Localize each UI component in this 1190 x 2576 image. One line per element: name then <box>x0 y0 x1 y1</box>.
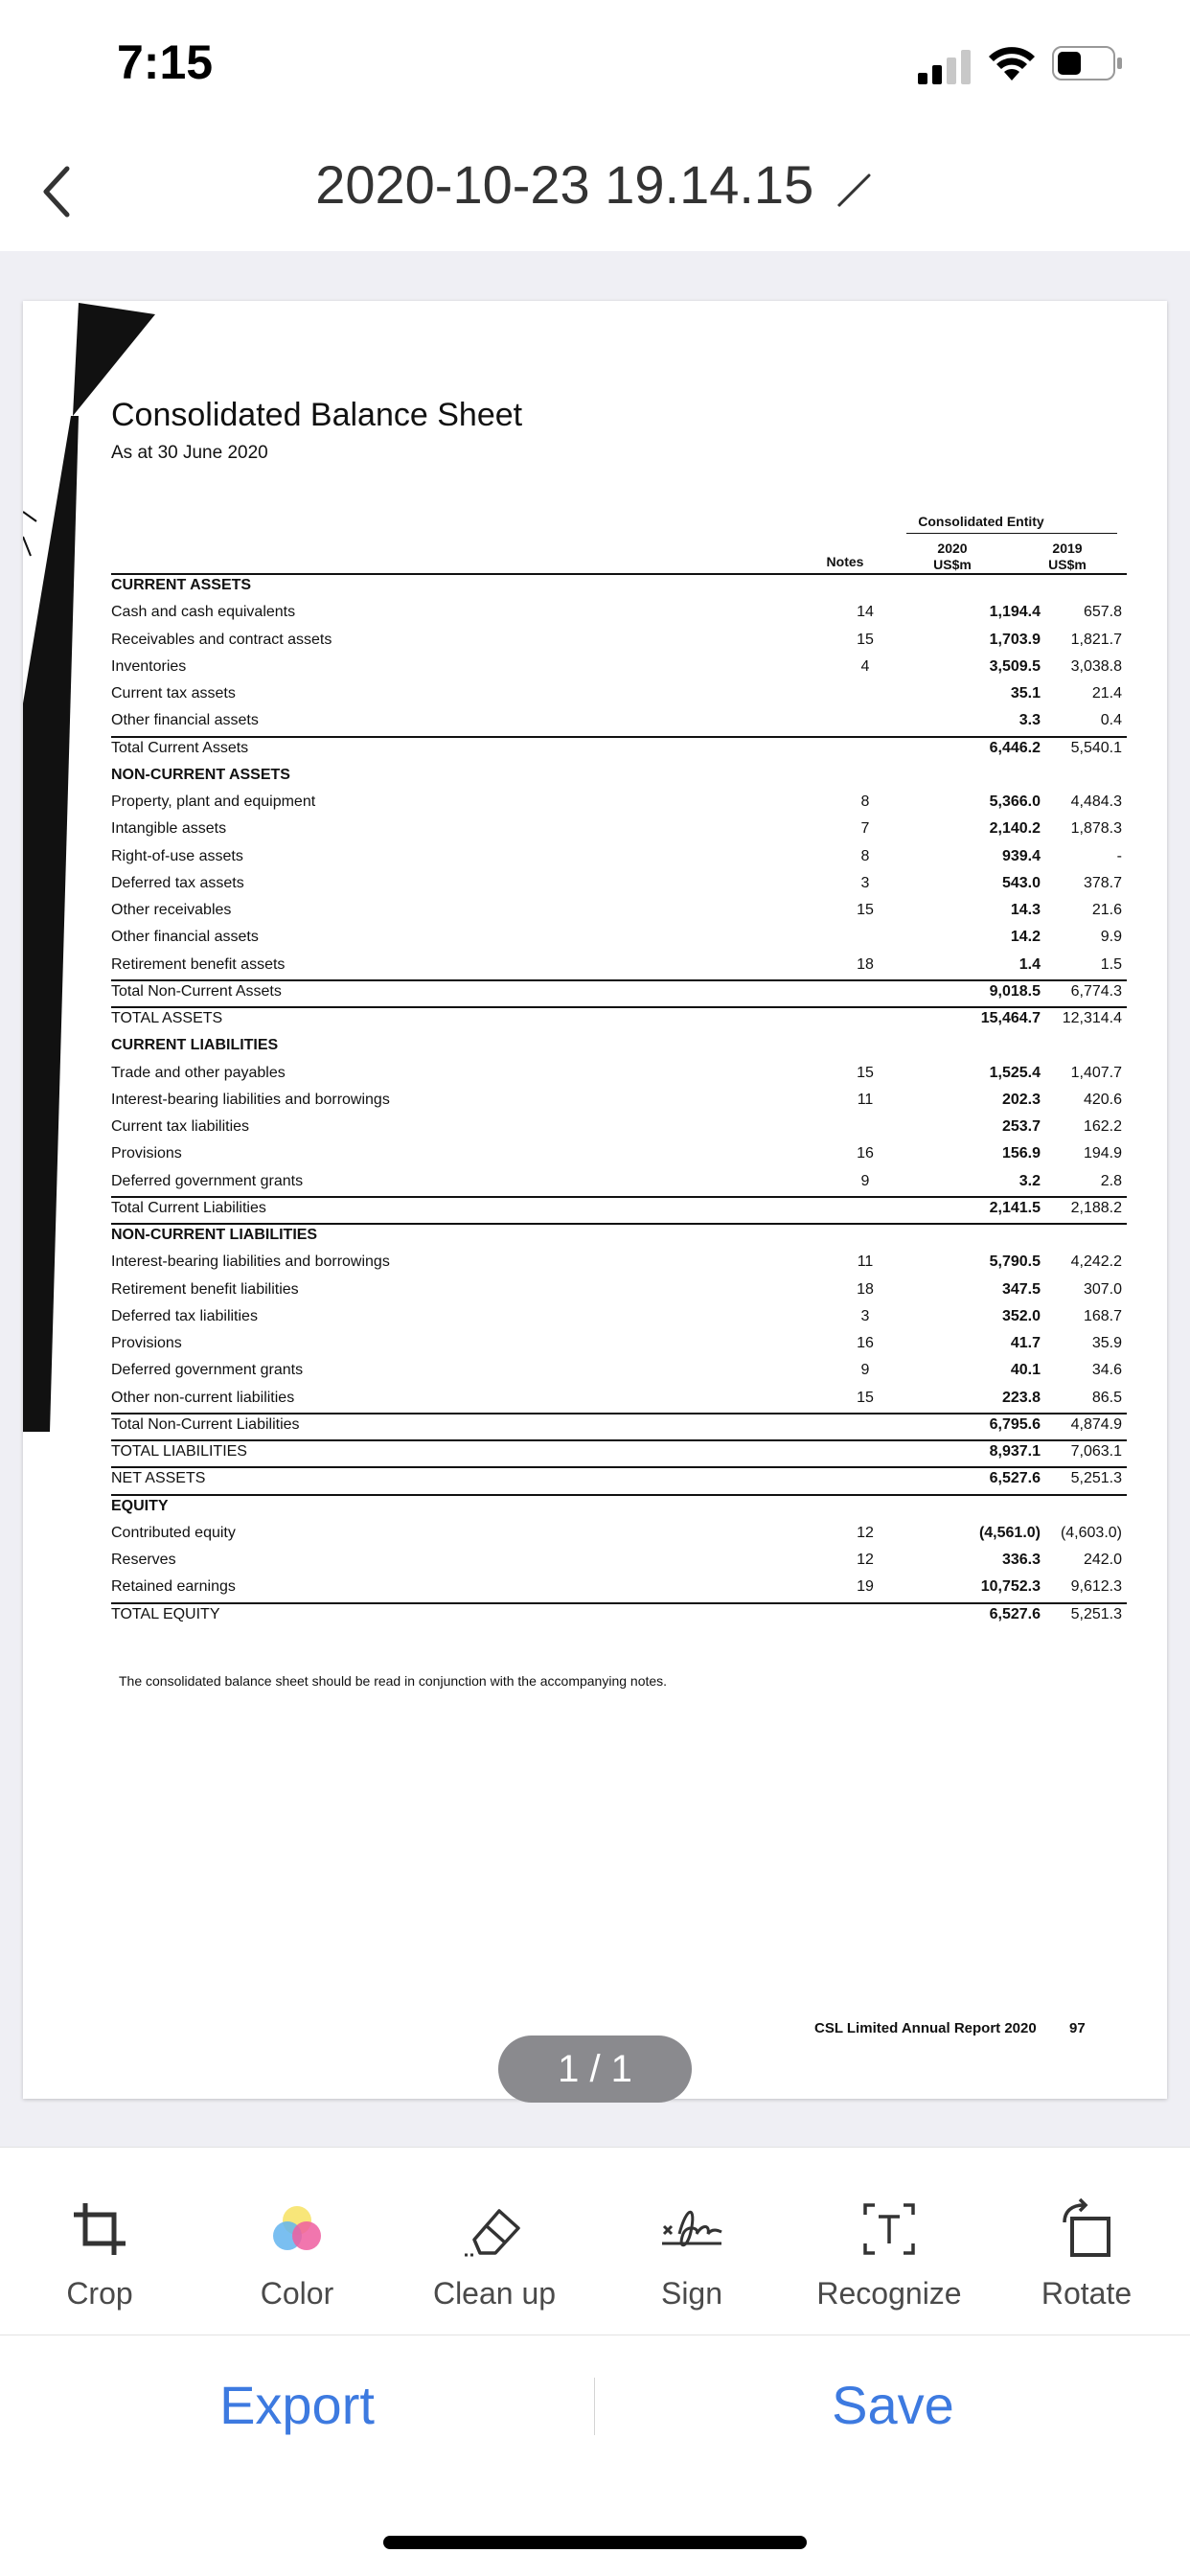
balance-sheet-footnote: The consolidated balance sheet should be read in conjunction with the accompanying notes. <box>119 1673 668 1689</box>
table-row <box>111 875 1127 902</box>
row-value-2019: 35.9 <box>1091 1335 1122 1351</box>
row-value-2020: 253.7 <box>1001 1118 1041 1135</box>
table-rule <box>111 1006 1127 1008</box>
row-value-2020: 40.1 <box>1010 1362 1041 1379</box>
row-note: 15 <box>857 1389 874 1406</box>
row-note: 14 <box>857 604 874 621</box>
crop-label: Crop <box>66 2276 133 2311</box>
row-value-2020: 1,703.9 <box>989 631 1041 648</box>
table-row <box>111 685 1127 712</box>
row-label: Current tax assets <box>111 685 236 702</box>
row-value-2020: 223.8 <box>1001 1389 1041 1406</box>
row-note: 19 <box>857 1578 874 1596</box>
balance-sheet-heading: Consolidated Balance Sheet <box>111 397 523 433</box>
row-label: Deferred government grants <box>111 1172 304 1189</box>
table-row <box>111 1281 1127 1308</box>
document-viewport[interactable] <box>0 251 1190 2147</box>
page-indicator: 1 / 1 <box>498 2036 692 2103</box>
row-value-2020: 15,464.7 <box>980 1010 1041 1026</box>
document-title[interactable] <box>0 153 1190 216</box>
row-value-2019: 21.4 <box>1091 685 1122 702</box>
row-value-2019: 657.8 <box>1083 604 1122 621</box>
table-row <box>111 577 1127 604</box>
row-note: 12 <box>857 1552 874 1568</box>
row-value-2020: 6,527.6 <box>989 1605 1041 1622</box>
row-note: 18 <box>857 955 874 973</box>
row-value-2020: 3,509.5 <box>989 657 1041 675</box>
row-label: Other receivables <box>111 902 232 918</box>
row-label: NON-CURRENT LIABILITIES <box>111 1227 318 1243</box>
row-value-2019: 194.9 <box>1083 1145 1122 1162</box>
row-value-2019: 12,314.4 <box>1062 1010 1122 1026</box>
table-rule <box>111 979 1127 981</box>
row-label: Deferred tax assets <box>111 874 244 891</box>
recognize-button[interactable] <box>793 2196 985 2320</box>
row-value-2019: 2.8 <box>1100 1172 1122 1189</box>
table-row <box>111 658 1127 685</box>
row-label: Cash and cash equivalents <box>111 604 296 621</box>
row-note: 7 <box>860 820 870 838</box>
table-rule <box>111 736 1127 738</box>
table-row <box>111 1362 1127 1389</box>
row-value-2020: 156.9 <box>1001 1145 1041 1162</box>
table-rule <box>111 1413 1127 1414</box>
row-value-2020: 336.3 <box>1001 1552 1041 1568</box>
action-bar <box>0 2334 1190 2479</box>
row-label: Total Non-Current Assets <box>111 982 282 1000</box>
row-value-2020: 5,790.5 <box>989 1254 1041 1271</box>
row-value-2019: 21.6 <box>1091 902 1122 918</box>
row-label: Total Current Liabilities <box>111 1199 266 1216</box>
year-2020-label: 2020 <box>937 540 968 556</box>
clean-up-button[interactable] <box>399 2196 590 2320</box>
row-value-2019: 0.4 <box>1100 712 1122 729</box>
row-value-2019: 4,484.3 <box>1070 794 1122 810</box>
row-value-2019: 5,540.1 <box>1070 739 1122 756</box>
row-note: 4 <box>860 657 870 675</box>
row-label: Deferred tax liabilities <box>111 1307 258 1324</box>
year-2019-label: 2019 <box>1052 540 1083 556</box>
row-value-2019: 242.0 <box>1083 1552 1122 1568</box>
table-row <box>111 1145 1127 1172</box>
sign-label: Sign <box>660 2276 723 2311</box>
row-label: Other non-current liabilities <box>111 1389 295 1406</box>
row-value-2019: 1,821.7 <box>1070 631 1122 648</box>
row-label: Property, plant and equipment <box>111 794 316 810</box>
row-value-2019: - <box>1116 847 1122 864</box>
row-note: 9 <box>860 1172 870 1189</box>
row-value-2020: 202.3 <box>1001 1091 1041 1108</box>
row-label: Reserves <box>111 1552 176 1568</box>
navigation-bar <box>0 125 1190 252</box>
cellular-signal-icon <box>918 50 972 84</box>
edit-toolbar <box>0 2147 1190 2335</box>
row-label: Other financial assets <box>111 712 259 729</box>
row-value-2020: 347.5 <box>1001 1280 1041 1298</box>
row-label: Deferred government grants <box>111 1362 304 1379</box>
row-value-2019: 5,251.3 <box>1070 1470 1122 1487</box>
row-label: Right-of-use assets <box>111 847 243 864</box>
row-value-2020: 6,527.6 <box>989 1470 1041 1487</box>
home-indicator[interactable] <box>383 2536 807 2549</box>
row-value-2020: 35.1 <box>1010 685 1041 702</box>
table-row <box>111 902 1127 929</box>
row-label: Provisions <box>111 1145 182 1162</box>
table-row <box>111 1525 1127 1552</box>
row-value-2020: 6,795.6 <box>989 1415 1041 1433</box>
table-row <box>111 820 1127 847</box>
action-divider <box>594 2378 595 2435</box>
row-value-2020: (4,561.0) <box>978 1524 1041 1541</box>
row-label: Provisions <box>111 1335 182 1351</box>
table-row <box>111 1606 1127 1633</box>
header-rule <box>111 573 1127 575</box>
crop-button[interactable] <box>4 2196 195 2320</box>
row-label: Intangible assets <box>111 820 227 838</box>
color-label: Color <box>260 2276 334 2311</box>
row-note: 3 <box>860 1307 870 1324</box>
row-value-2019: (4,603.0) <box>1060 1524 1122 1541</box>
save-button[interactable]: Save <box>832 2375 954 2435</box>
table-row <box>111 794 1127 820</box>
row-label: EQUITY <box>111 1497 169 1514</box>
table-row <box>111 1037 1127 1064</box>
row-note: 12 <box>857 1524 874 1541</box>
table-row <box>111 604 1127 631</box>
text-recognize-icon <box>856 2196 923 2263</box>
row-value-2019: 4,242.2 <box>1070 1254 1122 1271</box>
row-value-2019: 378.7 <box>1083 874 1122 891</box>
row-label: Retirement benefit assets <box>111 955 286 973</box>
row-note: 3 <box>860 874 870 891</box>
row-note: 15 <box>857 1064 874 1081</box>
row-note: 16 <box>857 1145 874 1162</box>
table-row <box>111 929 1127 955</box>
report-page-number: 97 <box>1069 2020 1086 2036</box>
row-value-2019: 420.6 <box>1083 1091 1122 1108</box>
row-note: 18 <box>857 1280 874 1298</box>
year-2020-header <box>914 540 991 573</box>
row-value-2019: 9.9 <box>1100 929 1122 946</box>
row-label: Current tax liabilities <box>111 1118 250 1135</box>
rotate-icon <box>1053 2196 1120 2263</box>
row-label: Retirement benefit liabilities <box>111 1280 299 1298</box>
row-value-2020: 10,752.3 <box>980 1578 1041 1596</box>
row-label: Trade and other payables <box>111 1064 286 1081</box>
table-row <box>111 1118 1127 1145</box>
row-value-2019: 1.5 <box>1100 955 1122 973</box>
row-value-2020: 1.4 <box>1018 955 1041 973</box>
status-bar <box>0 0 1190 125</box>
table-rule <box>111 1494 1127 1496</box>
row-value-2020: 3.3 <box>1018 712 1041 729</box>
table-row <box>111 1065 1127 1092</box>
table-rule <box>111 1602 1127 1604</box>
edit-pencil-icon[interactable] <box>836 170 875 208</box>
row-note: 16 <box>857 1335 874 1351</box>
row-note: 15 <box>857 631 874 648</box>
column-group-header: Consolidated Entity <box>918 514 1044 529</box>
row-value-2019: 1,878.3 <box>1070 820 1122 838</box>
row-label: TOTAL ASSETS <box>111 1010 223 1026</box>
row-note: 8 <box>860 847 870 864</box>
row-label: Other financial assets <box>111 929 259 946</box>
export-button[interactable]: Export <box>219 2375 375 2435</box>
row-value-2020: 8,937.1 <box>989 1443 1041 1460</box>
scanned-page <box>23 301 1167 2099</box>
table-row <box>111 1498 1127 1525</box>
row-value-2019: 6,774.3 <box>1070 982 1122 1000</box>
year-2019-unit: US$m <box>1048 557 1087 572</box>
row-value-2020: 9,018.5 <box>989 982 1041 1000</box>
row-label: NON-CURRENT ASSETS <box>111 766 290 783</box>
table-row <box>111 1010 1127 1037</box>
row-value-2019: 162.2 <box>1083 1118 1122 1135</box>
row-note: 11 <box>857 1254 874 1271</box>
table-row <box>111 1335 1127 1362</box>
crop-icon <box>66 2196 133 2263</box>
row-label: Interest-bearing liabilities and borrowings <box>111 1091 390 1108</box>
row-label: NET ASSETS <box>111 1470 206 1487</box>
row-label: Total Non-Current Liabilities <box>111 1415 300 1433</box>
table-rule <box>111 1439 1127 1441</box>
row-value-2019: 9,612.3 <box>1070 1578 1122 1596</box>
row-value-2019: 3,038.8 <box>1070 657 1122 675</box>
row-value-2019: 7,063.1 <box>1070 1443 1122 1460</box>
row-value-2020: 1,194.4 <box>989 604 1041 621</box>
color-button[interactable] <box>201 2196 393 2320</box>
row-value-2019: 168.7 <box>1083 1307 1122 1324</box>
row-label: Interest-bearing liabilities and borrowings <box>111 1254 390 1271</box>
row-note: 8 <box>860 794 870 810</box>
eraser-icon <box>461 2196 528 2263</box>
row-value-2019: 34.6 <box>1091 1362 1122 1379</box>
table-row <box>111 740 1127 767</box>
row-value-2020: 6,446.2 <box>989 739 1041 756</box>
row-value-2020: 14.2 <box>1010 929 1041 946</box>
row-note: 15 <box>857 902 874 918</box>
row-label: Retained earnings <box>111 1578 236 1596</box>
table-rule <box>111 1223 1127 1225</box>
row-value-2020: 352.0 <box>1001 1307 1041 1324</box>
color-icon <box>263 2196 331 2263</box>
row-value-2020: 3.2 <box>1018 1172 1041 1189</box>
row-label: Contributed equity <box>111 1524 236 1541</box>
row-value-2020: 41.7 <box>1010 1335 1041 1351</box>
row-label: Inventories <box>111 657 187 675</box>
row-value-2020: 14.3 <box>1010 902 1041 918</box>
row-value-2019: 2,188.2 <box>1070 1199 1122 1216</box>
table-row <box>111 1308 1127 1335</box>
sign-button[interactable] <box>596 2196 788 2320</box>
table-row <box>111 848 1127 875</box>
column-group-rule <box>906 533 1117 534</box>
row-value-2019: 307.0 <box>1083 1280 1122 1298</box>
table-rule <box>111 1196 1127 1198</box>
battery-icon <box>1052 46 1123 80</box>
rotate-label: Rotate <box>1041 2276 1133 2311</box>
row-label: Receivables and contract assets <box>111 631 332 648</box>
row-value-2020: 2,141.5 <box>989 1199 1041 1216</box>
status-time: 7:15 <box>117 35 214 89</box>
row-label: TOTAL LIABILITIES <box>111 1443 247 1460</box>
table-row <box>111 1552 1127 1578</box>
row-note: 11 <box>857 1091 874 1108</box>
recognize-label: Recognize <box>816 2276 962 2311</box>
row-label: TOTAL EQUITY <box>111 1605 220 1622</box>
row-value-2020: 1,525.4 <box>989 1064 1041 1081</box>
table-row <box>111 767 1127 794</box>
table-row <box>111 1227 1127 1254</box>
row-value-2020: 2,140.2 <box>989 820 1041 838</box>
row-note: 9 <box>860 1362 870 1379</box>
table-row <box>111 1092 1127 1118</box>
balance-sheet-date: As at 30 June 2020 <box>111 443 268 463</box>
signature-icon <box>658 2196 725 2263</box>
row-value-2020: 939.4 <box>1001 847 1041 864</box>
table-row <box>111 632 1127 658</box>
wifi-icon <box>987 44 1037 82</box>
year-2019-header <box>1029 540 1106 573</box>
notes-column-header: Notes <box>826 554 864 569</box>
row-value-2019: 5,251.3 <box>1070 1605 1122 1622</box>
row-value-2019: 1,407.7 <box>1070 1064 1122 1081</box>
rotate-button[interactable] <box>991 2196 1182 2320</box>
table-row <box>111 1254 1127 1280</box>
year-2020-unit: US$m <box>933 557 972 572</box>
row-label: CURRENT ASSETS <box>111 577 252 593</box>
row-label: Total Current Assets <box>111 739 249 756</box>
row-label: CURRENT LIABILITIES <box>111 1037 279 1054</box>
table-rule <box>111 1466 1127 1468</box>
row-value-2019: 86.5 <box>1091 1389 1122 1406</box>
row-value-2019: 4,874.9 <box>1070 1415 1122 1433</box>
row-value-2020: 5,366.0 <box>989 794 1041 810</box>
report-reference: CSL Limited Annual Report 2020 <box>814 2020 1037 2036</box>
document-title-text: 2020-10-23 19.14.15 <box>315 154 814 215</box>
clean-up-label: Clean up <box>432 2276 557 2311</box>
row-value-2020: 543.0 <box>1001 874 1041 891</box>
